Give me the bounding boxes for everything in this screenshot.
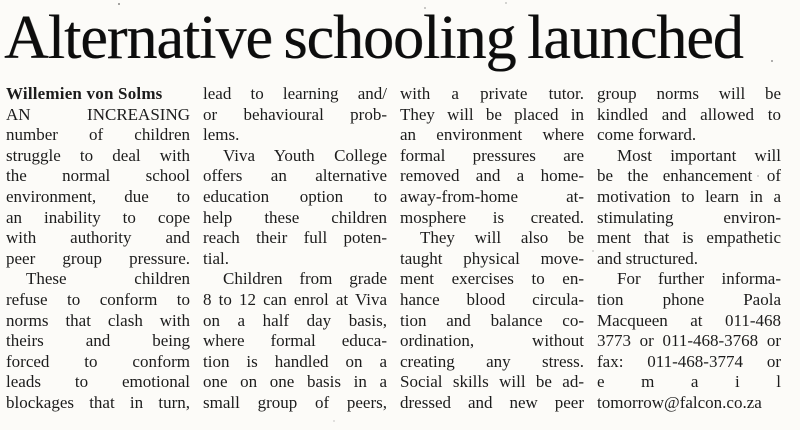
text-line: These children xyxy=(26,269,190,289)
text-line: 3773 or 011-468-3768 or xyxy=(597,331,781,351)
text-line: the normal school xyxy=(6,166,190,186)
text-line: Macqueen at 011-468 xyxy=(597,310,781,330)
text-line: with authority and xyxy=(6,228,190,248)
text-line: forced to conform xyxy=(6,351,190,371)
text-line: or behavioural prob- xyxy=(203,104,387,124)
text-line: environment, due to xyxy=(6,186,190,206)
text-line: tion phone Paola xyxy=(597,289,781,309)
text-line: ordination, without xyxy=(400,331,584,351)
text-line: Viva Youth College xyxy=(223,145,387,165)
text-line: kindled and allowed to xyxy=(597,104,781,124)
text-line: formal pressures are xyxy=(400,145,584,165)
text-line: an environment where xyxy=(400,125,584,145)
text-line: Social skills will be ad- xyxy=(400,372,584,392)
text-line: fax: 011-468-3774 or xyxy=(597,351,781,371)
text-line: For further informa- xyxy=(617,269,781,289)
text-line: Most important will xyxy=(617,145,781,165)
text-line: stimulating environ- xyxy=(597,207,781,227)
article-column-2 xyxy=(203,84,387,414)
text-line: small group of peers, xyxy=(203,392,387,412)
text-line: group norms will be xyxy=(597,84,781,103)
text-line: AN INCREASING xyxy=(6,104,190,124)
text-line: They will also be xyxy=(420,228,584,248)
text-line: tial. xyxy=(203,248,229,268)
text-line: mosphere is created. xyxy=(400,207,584,227)
text-line: offers an alternative xyxy=(203,166,387,186)
text-line: where formal educa- xyxy=(203,331,387,351)
text-line: theirs and being xyxy=(6,331,190,351)
text-line: an inability to cope xyxy=(6,207,190,227)
article-column-3 xyxy=(400,84,584,414)
text-line: norms that clash with xyxy=(6,310,190,330)
text-line: removed and a home- xyxy=(400,166,584,186)
text-line: refuse to conform to xyxy=(6,289,190,309)
text-line: struggle to deal with xyxy=(6,145,190,165)
headline: Alternative schooling launched xyxy=(4,4,743,72)
text-line: leads to emotional xyxy=(6,372,190,392)
article-column-1 xyxy=(6,84,190,414)
text-line: one on one basis in a xyxy=(203,372,387,392)
text-line: education option to xyxy=(203,186,387,206)
text-line: on a half day basis, xyxy=(203,310,387,330)
byline: Willemien von Solms xyxy=(6,84,163,103)
text-line: ment that is empathetic xyxy=(597,228,781,248)
text-line: tion and balance co- xyxy=(400,310,584,330)
text-line: They will be placed in xyxy=(400,104,584,124)
text-line: hance blood circula- xyxy=(400,289,584,309)
text-line: lead to learning and/ xyxy=(203,84,387,103)
text-line: e m a i l xyxy=(597,372,781,392)
text-line: blockages that in turn, xyxy=(6,392,190,412)
text-line: number of children xyxy=(6,125,190,145)
text-line: come forward. xyxy=(597,125,697,145)
text-line: taught physical move- xyxy=(400,248,584,268)
article-column-4 xyxy=(597,84,781,414)
article-columns xyxy=(6,84,781,414)
text-line: ment exercises to en- xyxy=(400,269,584,289)
text-line: reach their full poten- xyxy=(203,228,387,248)
text-line: motivation to learn in a xyxy=(597,186,781,206)
text-line: help these children xyxy=(203,207,387,227)
text-line: with a private tutor. xyxy=(400,84,584,103)
text-line: and structured. xyxy=(597,248,699,268)
text-line: be the enhancement of xyxy=(597,166,781,186)
text-line: Children from grade xyxy=(223,269,387,289)
text-line: tomorrow@falcon.co.za xyxy=(597,392,762,412)
text-line: creating any stress. xyxy=(400,351,584,371)
text-line: dressed and new peer xyxy=(400,392,584,412)
text-line: away-from-home at- xyxy=(400,186,584,206)
text-line: 8 to 12 can enrol at Viva xyxy=(203,289,387,309)
scan-speckles xyxy=(0,0,2,2)
text-line: peer group pressure. xyxy=(6,248,190,268)
text-line: lems. xyxy=(203,125,240,145)
text-line: tion is handled on a xyxy=(203,351,387,371)
